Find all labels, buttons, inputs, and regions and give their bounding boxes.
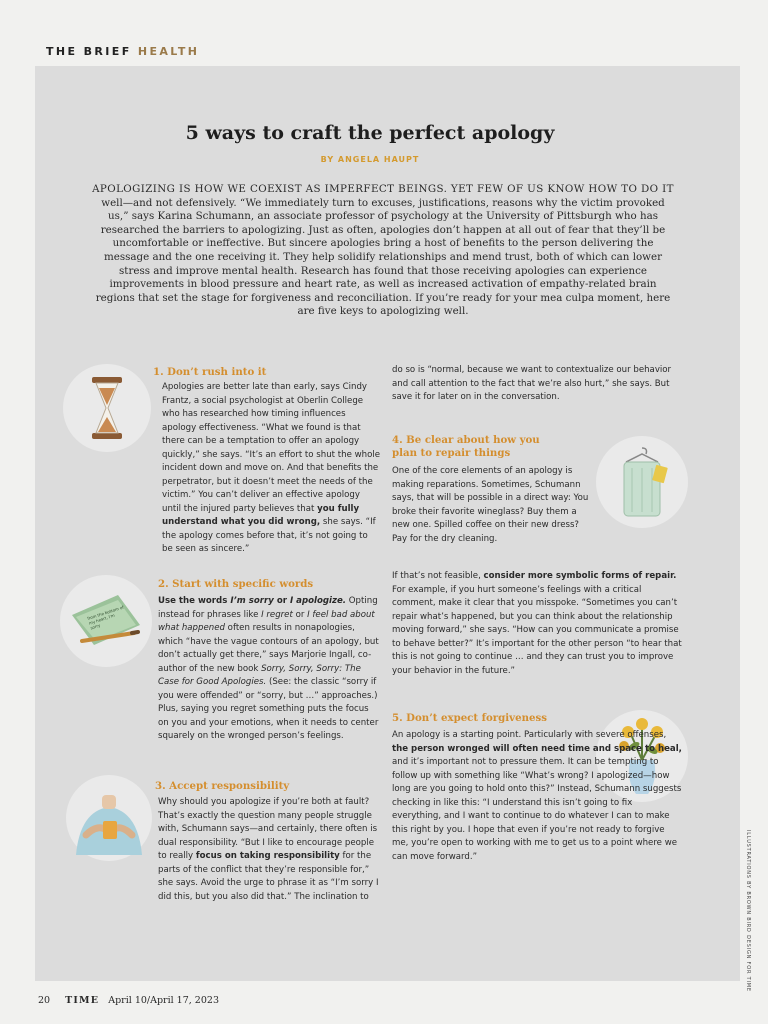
tip-2-text: Use the words I’m sorry or I apologize. Opting instead for phrases like I regret or I feel bad about what happened often results in nonapologies, which “have the vague contours of an apology, but don’t actually get there,” says Marjorie Ingall, co-author of the new book Sorry, Sorry, Sorry: The Case for Good Apologies. (See: the classic “sorry if you were offended” or “sorry, but …” approaches.) Plus, saying you regret something puts the focus on you and your emotions, when it needs to center squarely on the wronged person’s feelings. [158,596,379,741]
article-title: 5 ways to craft the perfect apology [185,122,555,144]
issue-date: April 10/April 17, 2023 [108,995,219,1006]
intro-lead: APOLOGIZING IS HOW WE COEXIST AS IMPERFECT BEINGS. YET FEW OF US KNOW HOW TO DO IT [92,183,674,195]
tip-3-heading: 3. Accept responsibility [155,780,290,792]
dress-bag-icon [596,436,688,528]
page-footer [38,995,219,1006]
tip-4-body-2 [392,570,682,678]
illustration-credit: ILLUSTRATIONS BY BROWN BIRD DESIGN FOR TIME [745,830,751,992]
intro-paragraph [92,183,674,319]
tip-3-text: Why should you apologize if you’re both at fault? That’s exactly the question many people struggle with, Schumann says—and certainly, there often is dual responsibility. “But I like to encourage people to really focus on taking responsibility for the parts of the conflict that they’re responsible for,” she says. Avoid the urge to phrase it as “I’m sorry I did this, but you also did that.” The inclination to [158,797,379,902]
section-header [46,45,199,58]
tip-4-text-2: If that’s not feasible, consider more symbolic forms of repair. For example, if you hurt someone’s feelings with a critical comment, make it clear that you misspoke. “Sometimes you can’t repair what’s happened, but you can think about the relationship moving forward,” she says. “How can you communicate a promise to behave better?” It’s important for the other person “to hear that this is not going to continue … and they can trust you to improve your behavior in the future.” [392,571,682,676]
category-label: HEALTH [137,45,200,58]
tip-5-body [392,729,682,864]
tip-5-heading: 5. Don’t expect forgiveness [392,712,547,724]
dress-illustration [596,436,688,528]
tip-4-heading: 4. Be clear about how you plan to repair things [392,434,540,459]
tip-4-text-1: One of the core elements of an apology is making reparations. Sometimes, Schumann says, that will be possible in a direct way: You broke their favorite wineglass? Buy them a new one. Spilled coffee on their new dress? Pay for the dry cleaning. [392,466,589,544]
card-handwriting: from the bottom of my heart, I'm sorry [86,604,125,631]
intro-rest: well—and not defensively. “We immediately turn to excuses, justifications, reasons why the victim provoked us,” says Karina Schumann, an associate professor of psychology at the University of Pittsburgh who has researched the barriers to apologizing. Just as often, apologies don’t happen at all out of fear that they’ll be uncomfortable or ineffective. But sincere apologies bring a host of benefits to the person delivering the message and the one receiving it. They help solidify relationships and mend trust, both of which can lower stress and improve mental health. Research has found that those receiving apologies can experience improvements in blood pressure and heart rate, as well as increased activation of empathy-related brain regions that set the stage for forgiveness and reconciliation. If you’re ready for your mea culpa moment, here are five keys to apologizing well. [95,196,671,318]
magazine-name: TIME [65,995,100,1006]
tip-2-heading: 2. Start with specific words [158,578,314,590]
tip-3-continuation: do so is “normal, because we want to contextualize our behavior and call attention to the fact that we’re also hurt,” she says. But save it for later on in the conversation. [392,365,672,402]
section-label: THE BRIEF [46,45,132,58]
tip-5-text: An apology is a starting point. Particularly with severe offenses, the person wronged will often need time and space to heal, and it’s important not to pressure them. It can be tempting to follow up with something like “What’s wrong? I apologized—how long are you going to hold onto this?” Instead, Schumann suggests checking in like this: “I understand this isn’t going to fix everything, and I want to continue to do whatever I can to make this right by you. I hope that even if you’re not ready to forgive me, you’re open to working with me to get us to a point where we can move forward.” [392,730,682,862]
tip-1-text: Apologies are better late than early, says Cindy Frantz, a social psychologist at Oberlin College who has researched how timing influences apology effectiveness. “What we found is that there can be a temptation to offer an apology quickly,” she says. “It’s an effort to shut the whole incident down and move on. And that benefits the perpetrator, but it doesn’t meet the needs of the victim.” You can’t deliver an effective apology until the injured party believes that you fully understand what you did wrong, she says. “If the apology comes before that, it’s not going to be seen as sincere.” [162,382,381,554]
tip-3-body [92,796,380,904]
page-number: 20 [38,995,51,1006]
tip-2-body [92,595,380,744]
byline: BY ANGELA HAUPT [320,155,420,164]
tip-1-heading: 1. Don’t rush into it [153,366,267,378]
tip-4-body [392,465,594,546]
tip-1-body [92,381,380,557]
